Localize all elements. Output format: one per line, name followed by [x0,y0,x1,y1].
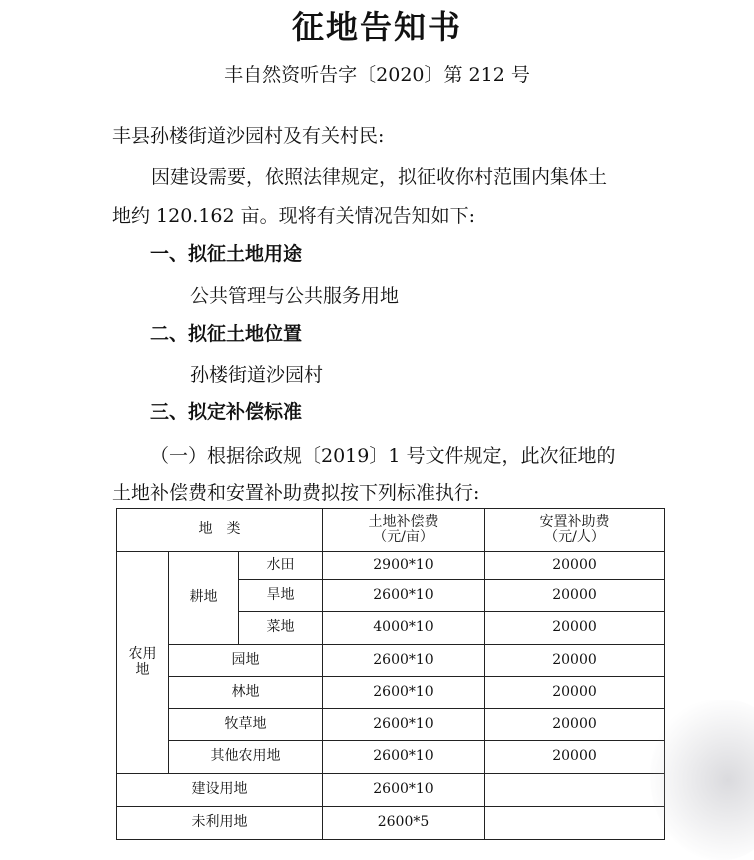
row-name: 水田 [239,552,323,580]
intro-line-2: 地约 120.162 亩。现将有关情况告知如下: [112,205,476,227]
header-resettlement-line-1: 安置补助费 [539,513,610,530]
row-name: 其他农用地 [169,741,323,774]
agricultural-land-label [117,552,169,774]
row-land-compensation: 2600*10 [323,580,485,612]
section-2-heading: 二、拟征土地位置 [150,323,303,345]
row-name: 建设用地 [117,774,323,807]
addressee: 丰县孙楼街道沙园村及有关村民: [112,125,385,147]
table-row [117,709,665,741]
section-3-heading: 三、拟定补偿标准 [150,401,303,423]
header-resettlement-subsidy [485,509,665,552]
agricultural-land-label-line-2: 地 [135,661,150,678]
row-name: 旱地 [239,580,323,612]
row-name: 菜地 [239,612,323,645]
row-name: 林地 [169,677,323,709]
row-resettlement: 20000 [485,552,665,580]
intro-line-1: 因建设需要，依照法律规定，拟征收你村范围内集体土 [151,166,608,188]
row-name: 园地 [169,645,323,677]
agricultural-land-label-line-1: 农用 [128,646,157,663]
row-land-compensation: 2900*10 [323,552,485,580]
header-land-compensation-line-1: 土地补偿费 [368,513,439,530]
section-1-heading: 一、拟征土地用途 [150,243,303,265]
table-row [117,645,665,677]
row-resettlement: 20000 [485,645,665,677]
table-row [117,774,665,807]
row-resettlement: 20000 [485,612,665,645]
header-land-type: 地 类 [117,509,323,552]
header-land-compensation-line-2: （元/亩） [373,529,434,545]
table-row [117,552,665,580]
section-1-body: 公共管理与公共服务用地 [190,285,400,307]
document-title: 征地告知书 [291,8,462,46]
row-land-compensation: 2600*10 [323,645,485,677]
row-land-compensation: 2600*5 [323,807,485,840]
row-resettlement [485,807,665,840]
paper-stain [650,700,754,860]
row-land-compensation: 2600*10 [323,709,485,741]
row-resettlement [485,774,665,807]
row-land-compensation: 2600*10 [323,774,485,807]
compensation-table [116,508,665,840]
header-land-compensation [323,509,485,552]
cultivated-land-label: 耕地 [169,552,239,645]
section-3-sub-line-2: 土地补偿费和安置补助费拟按下列标准执行: [112,482,480,504]
row-land-compensation: 2600*10 [323,741,485,774]
row-name: 牧草地 [169,709,323,741]
section-2-body: 孙楼街道沙园村 [190,364,324,386]
section-3-sub-line-1: （一）根据徐政规〔2019〕1 号文件规定，此次征地的 [150,445,616,467]
row-resettlement: 20000 [485,677,665,709]
row-resettlement: 20000 [485,709,665,741]
row-land-compensation: 2600*10 [323,677,485,709]
row-land-compensation: 4000*10 [323,612,485,645]
table-row [117,807,665,840]
table-header-row [117,509,665,552]
document-number: 丰自然资听告字〔2020〕第 212 号 [224,64,530,86]
row-resettlement: 20000 [485,741,665,774]
row-name: 未利用地 [117,807,323,840]
row-resettlement: 20000 [485,580,665,612]
table-row [117,677,665,709]
table-row [117,741,665,774]
header-resettlement-line-2: （元/人） [544,529,605,545]
